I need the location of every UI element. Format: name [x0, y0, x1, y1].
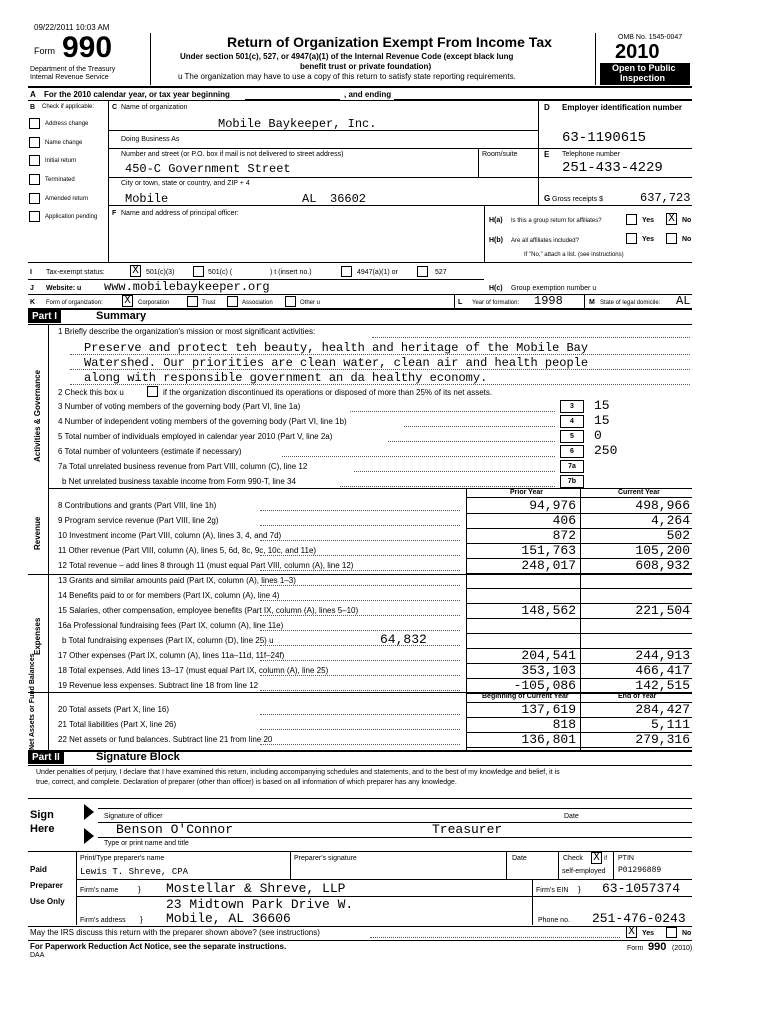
city-value: Mobile: [125, 192, 169, 206]
form-word: Form: [34, 46, 55, 56]
expense-prior-value: 148,562: [521, 603, 576, 618]
check-label: Check: [563, 855, 583, 862]
if-label: if: [604, 856, 607, 862]
form-number: 990: [62, 31, 113, 64]
revenue-prior-value: 406: [552, 513, 576, 528]
type-print-label: Type or print name and title: [104, 840, 189, 847]
firm-name-value: Mostellar & Shreve, LLP: [166, 881, 346, 896]
address-change-label: Address change: [45, 121, 89, 127]
initial-return-checkbox[interactable]: [29, 155, 40, 166]
ha-text: Is this a group return for affiliates?: [511, 218, 602, 224]
officer-title: Treasurer: [432, 822, 503, 837]
line4-text: 4 Number of independent voting members of the governing body (Part VI, line 1b): [58, 417, 347, 426]
side-net-assets: Net Assets or Fund Balances: [29, 653, 36, 750]
expense-current-value: 142,515: [635, 678, 690, 693]
ptin-label: PTIN: [618, 855, 634, 862]
line3-text: 3 Number of voting members of the governing body (Part VI, line 1a): [58, 402, 301, 411]
year-formation-value: 1998: [534, 294, 563, 308]
street-label: Number and street (or P.O. box if mail is not delivered to street address): [121, 151, 344, 158]
line4-value: 15: [594, 413, 610, 428]
expense-line-text: 14 Benefits paid to or for members (Part IX, column (A), line 4): [58, 591, 280, 600]
section-k-label: K: [30, 299, 36, 306]
firm-address-line-1: 23 Midtown Park Drive W.: [166, 897, 354, 912]
website-label: Website: u: [46, 285, 82, 292]
application-pending-label: Application pending: [45, 214, 98, 220]
form-title: Return of Organization Exempt From Income Tax: [227, 34, 552, 50]
open-public-1: Open to Public: [612, 63, 676, 73]
net-assets-line-text: 21 Total liabilities (Part X, line 26): [58, 720, 177, 729]
phone-no-label: Phone no.: [538, 917, 570, 924]
firm-address-line-2: Mobile, AL 36606: [166, 911, 291, 926]
mission-line-1: Preserve and protect teh beauty, health and heritage of the Mobile Bay: [84, 341, 589, 355]
mission-line-2: Watershed. Our priorities are clean water, clean air and health people: [84, 356, 589, 370]
section-l-label: L: [458, 299, 463, 306]
section-j-label: J: [30, 285, 34, 292]
discuss-yes-label: Yes: [642, 930, 655, 937]
line6-text: 6 Total number of volunteers (estimate if necessary): [58, 447, 242, 456]
dept-treasury: Department of the Treasury: [30, 66, 116, 73]
officer-name: Benson O'Connor: [116, 822, 234, 837]
name-change-checkbox[interactable]: [29, 137, 40, 148]
line1-text: 1 Briefly describe the organization's mission or most significant activities:: [58, 327, 316, 336]
expense-prior-value: 204,541: [521, 648, 576, 663]
section-i-label: I: [30, 269, 32, 276]
section-d-label: D: [544, 103, 550, 112]
line-a-ending: , and ending: [344, 90, 392, 99]
net-assets-current-value: 5,111: [650, 717, 690, 732]
line7b-text: b Net unrelated business taxable income from Form 990-T, line 34: [62, 477, 296, 486]
line3-num: 3: [560, 400, 584, 413]
firm-ein-label: Firm's EIN: [536, 887, 569, 894]
part1-title: Summary: [96, 310, 147, 322]
part2-badge: Part II: [28, 751, 64, 764]
corporation-label: Corporation: [138, 300, 170, 306]
state-value: AL: [302, 192, 317, 206]
terminated-checkbox[interactable]: [29, 174, 40, 185]
fundraising-expense-value: 64,832: [380, 632, 427, 647]
hc-text: Group exemption number u: [511, 285, 597, 292]
tax-year: 2010: [615, 41, 660, 63]
revenue-current-value: 498,966: [635, 498, 690, 513]
paperwork-notice: For Paperwork Reduction Act Notice, see the separate instructions.: [30, 942, 287, 951]
phone-value: 251-433-4229: [562, 160, 663, 176]
boy-header: Beginning of Current Year: [482, 693, 569, 700]
4947-checkbox[interactable]: [341, 266, 352, 277]
expense-line-text: 16a Professional fundraising fees (Part IX, column (A), line 11e): [58, 621, 284, 630]
expense-line-text: b Total fundraising expenses (Part IX, column (D), line 25) u: [62, 636, 274, 645]
self-employed-label: self-employed: [562, 868, 606, 875]
ein-value: 63-1190615: [562, 130, 647, 146]
discuss-yes-checkbox[interactable]: X: [626, 926, 637, 938]
sign-label-2: Here: [30, 823, 55, 835]
part2-title: Signature Block: [96, 751, 180, 763]
expense-line-text: 17 Other expenses (Part IX, column (A), lines 11a–11d, 11f–24f): [58, 651, 285, 660]
dba-label: Doing Business As: [121, 136, 180, 143]
side-revenue: Revenue: [33, 516, 42, 550]
expense-line-text: 19 Revenue less expenses. Subtract line 18 from line 12: [58, 681, 259, 690]
hb-yes-label: Yes: [642, 236, 655, 243]
use-only-label: Use Only: [30, 897, 65, 906]
527-checkbox[interactable]: [417, 266, 428, 277]
line6-value: 250: [594, 443, 618, 458]
address-change-checkbox[interactable]: [29, 118, 40, 129]
line7a-num: 7a: [560, 460, 584, 473]
4947-label: 4947(a)(1) or: [357, 269, 398, 276]
open-public-2: Inspection: [620, 73, 666, 83]
net-assets-current-value: 284,427: [635, 702, 690, 717]
gross-receipts-label: Gross receipts $: [552, 196, 603, 203]
form-subtitle-1: Under section 501(c), 527, or 4947(a)(1) of the Internal Revenue Code (except black lung: [180, 52, 514, 61]
revenue-prior-value: 151,763: [521, 543, 576, 558]
revenue-prior-value: 248,017: [521, 558, 576, 573]
section-e-label: E: [544, 150, 550, 159]
phone-label: Telephone number: [562, 151, 620, 158]
527-label: 527: [435, 269, 447, 276]
signature-date-label: Date: [564, 813, 579, 820]
current-year-header: Current Year: [618, 489, 660, 496]
other-org-checkbox[interactable]: [285, 296, 296, 307]
preparer-label: Preparer: [30, 881, 63, 890]
net-assets-line-text: 22 Net assets or fund balances. Subtract line 21 from line 20: [58, 735, 273, 744]
expense-current-value: 244,913: [635, 648, 690, 663]
hb-no-label: No: [682, 236, 692, 243]
line-a-text: For the 2010 calendar year, or tax year beginning: [44, 90, 230, 99]
ha-yes-label: Yes: [642, 217, 655, 224]
signature-officer-label: Signature of officer: [104, 813, 163, 820]
trust-label: Trust: [202, 300, 216, 306]
section-c-label: C: [112, 104, 118, 111]
association-label: Association: [242, 300, 273, 306]
line2-text-b: if the organization discontinued its operations or disposed of more than 25% of its net assets.: [163, 388, 493, 397]
501c3-label: 501(c)(3): [146, 269, 175, 276]
ha-label: H(a): [489, 217, 503, 224]
preparer-phone-value: 251-476-0243: [592, 911, 686, 926]
org-name-label: Name of organization: [121, 104, 188, 111]
revenue-line-text: 9 Program service revenue (Part VIII, line 2g): [58, 516, 219, 525]
mission-line-3: along with responsible government an da healthy economy.: [84, 371, 488, 385]
net-assets-prior-value: 818: [552, 717, 576, 732]
discontinued-checkbox[interactable]: [147, 386, 158, 397]
perjury-text-2: true, correct, and complete. Declaration of preparer (other than officer) is based on all information of which preparer has any knowledge.: [36, 779, 457, 786]
501c-checkbox[interactable]: [193, 266, 204, 277]
revenue-prior-value: 94,976: [529, 498, 576, 513]
gross-receipts-value: 637,723: [640, 191, 691, 205]
form-of-org-label: Form of organization:: [46, 300, 103, 306]
line5-text: 5 Total number of individuals employed in calendar year 2010 (Part V, line 2a): [58, 432, 333, 441]
form-subtitle-3: u The organization may have to use a copy of this return to satisfy state reporting requirements.: [178, 72, 516, 81]
footer-form-label: Form: [627, 945, 644, 952]
domicile-label: State of legal domicile:: [600, 300, 661, 306]
ein-label: Employer identification number: [562, 103, 683, 112]
revenue-current-value: 4,264: [650, 513, 690, 528]
section-m-label: M: [589, 299, 595, 306]
net-assets-line-text: 20 Total assets (Part X, line 16): [58, 705, 170, 714]
section-f-label: F: [112, 210, 117, 217]
paid-label: Paid: [30, 865, 47, 874]
footer-form-number: 990: [648, 941, 667, 953]
expense-line-text: 18 Total expenses. Add lines 13–17 (must equal Part IX, column (A), line 25): [58, 666, 329, 675]
initial-return-label: Initial return: [45, 158, 77, 164]
firm-name-arrow-icon: }: [138, 885, 141, 894]
hb-label: H(b): [489, 237, 503, 244]
expense-prior-value: 353,103: [521, 663, 576, 678]
line-a-label: A: [30, 90, 36, 99]
revenue-prior-value: 872: [552, 528, 576, 543]
insert-no-label: ) t (insert no.): [270, 269, 312, 276]
expense-line-text: 15 Salaries, other compensation, employee benefits (Part IX, column (A), lines 5–10): [58, 606, 359, 615]
self-employed-checkbox[interactable]: X: [591, 852, 602, 864]
line5-value: 0: [594, 428, 602, 443]
ha-yes-checkbox[interactable]: [626, 214, 637, 225]
ha-no-label: No: [682, 217, 692, 224]
sign-arrow-icon: [82, 800, 98, 848]
net-assets-current-value: 279,316: [635, 732, 690, 747]
amended-return-checkbox[interactable]: [29, 193, 40, 204]
side-expenses: Expenses: [33, 617, 42, 655]
city-label: City or town, state or country, and ZIP + 4: [121, 180, 250, 187]
discuss-no-checkbox[interactable]: [666, 927, 677, 938]
hb-no-checkbox[interactable]: [666, 233, 677, 244]
firm-address-label: Firm's address: [80, 917, 126, 924]
line2-text: 2 Check this box u: [58, 388, 124, 397]
zip-value: 36602: [330, 192, 367, 206]
line3-value: 15: [594, 398, 610, 413]
revenue-line-text: 11 Other revenue (Part VIII, column (A), lines 5, 6d, 8c, 9c, 10c, and 11e): [58, 546, 317, 555]
section-g-label: G: [544, 194, 551, 203]
omb-number: OMB No. 1545-0047: [618, 34, 683, 41]
line7a-text: 7a Total unrelated business revenue from Part VIII, column (C), line 12: [58, 462, 308, 471]
discuss-no-label: No: [682, 930, 692, 937]
side-activities-governance: Activities & Governance: [33, 369, 42, 462]
line5-num: 5: [560, 430, 584, 443]
line4-num: 4: [560, 415, 584, 428]
expense-current-value: 221,504: [635, 603, 690, 618]
trust-checkbox[interactable]: [187, 296, 198, 307]
hb-text: Are all affiliates included?: [511, 238, 579, 244]
association-checkbox[interactable]: [227, 296, 238, 307]
revenue-line-text: 10 Investment income (Part VIII, column (A), lines 3, 4, and 7d): [58, 531, 282, 540]
ha-no-checkbox[interactable]: X: [666, 213, 677, 225]
ptin-value: P01296889: [618, 866, 662, 875]
revenue-line-text: 12 Total revenue – add lines 8 through 11 (must equal Part VIII, column (A), line 12): [58, 561, 354, 570]
org-name-value: Mobile Baykeeper, Inc.: [218, 117, 377, 131]
revenue-current-value: 608,932: [635, 558, 690, 573]
firm-ein-value: 63-1057374: [602, 881, 681, 896]
revenue-line-text: 8 Contributions and grants (Part VIII, line 1h): [58, 501, 217, 510]
other-org-label: Other u: [300, 300, 321, 306]
net-assets-prior-value: 136,801: [521, 732, 576, 747]
firm-ein-arrow-icon: }: [578, 885, 581, 894]
print-preparer-name-label: Print/Type preparer's name: [80, 855, 165, 862]
prior-year-header: Prior Year: [510, 489, 543, 496]
tax-exempt-label: Tax-exempt status:: [46, 269, 105, 276]
application-pending-checkbox[interactable]: [29, 211, 40, 222]
revenue-current-value: 502: [666, 528, 690, 543]
domicile-value: AL: [676, 294, 691, 308]
firm-address-arrow-icon: }: [140, 915, 143, 924]
expense-prior-value: -105,086: [513, 678, 576, 693]
principal-officer-label: Name and address of principal officer:: [121, 210, 239, 217]
form-subtitle-2: benefit trust or private foundation): [300, 62, 432, 71]
revenue-current-value: 105,200: [635, 543, 690, 558]
part1-badge: Part I: [28, 310, 61, 323]
irs-name: Internal Revenue Service: [30, 74, 109, 81]
footer-form-year: (2010): [672, 945, 693, 952]
firm-name-label: Firm's name: [80, 887, 119, 894]
preparer-name: Lewis T. Shreve, CPA: [80, 867, 189, 877]
check-if-applicable: Check if applicable:: [42, 104, 95, 110]
hb-note: If "No," attach a list. (see instructions): [524, 252, 624, 258]
preparer-date-label: Date: [512, 855, 527, 862]
hb-yes-checkbox[interactable]: [626, 233, 637, 244]
net-assets-prior-value: 137,619: [521, 702, 576, 717]
year-formation-label: Year of formation:: [472, 300, 520, 306]
hc-label: H(c): [489, 285, 503, 292]
501c-label: 501(c) (: [208, 269, 233, 276]
preparer-signature-label: Preparer's signature: [294, 855, 357, 862]
501c3-checkbox[interactable]: X: [130, 265, 141, 277]
name-change-label: Name change: [45, 140, 83, 146]
print-timestamp: 09/22/2011 10:03 AM: [34, 23, 110, 32]
amended-return-label: Amended return: [45, 196, 89, 202]
sign-label-1: Sign: [30, 809, 54, 821]
corporation-checkbox[interactable]: X: [122, 295, 133, 307]
expense-current-value: 466,417: [635, 663, 690, 678]
room-suite-label: Room/suite: [482, 151, 518, 158]
daa-label: DAA: [30, 952, 45, 959]
eoy-header: End of Year: [618, 693, 657, 700]
section-b-label: B: [30, 104, 36, 111]
street-value: 450-C Government Street: [125, 162, 291, 176]
line7b-num: 7b: [560, 475, 584, 488]
expense-line-text: 13 Grants and similar amounts paid (Part IX, column (A), lines 1–3): [58, 576, 296, 585]
website-value[interactable]: www.mobilebaykeeper.org: [104, 280, 270, 294]
line6-num: 6: [560, 445, 584, 458]
terminated-label: Terminated: [45, 177, 75, 183]
perjury-text-1: Under penalties of perjury, I declare that I have examined this return, including accompanying schedules and statements, and to the best of my knowledge and belief, it is: [36, 769, 560, 776]
irs-discuss-question: May the IRS discuss this return with the preparer shown above? (see instructions): [30, 928, 320, 937]
